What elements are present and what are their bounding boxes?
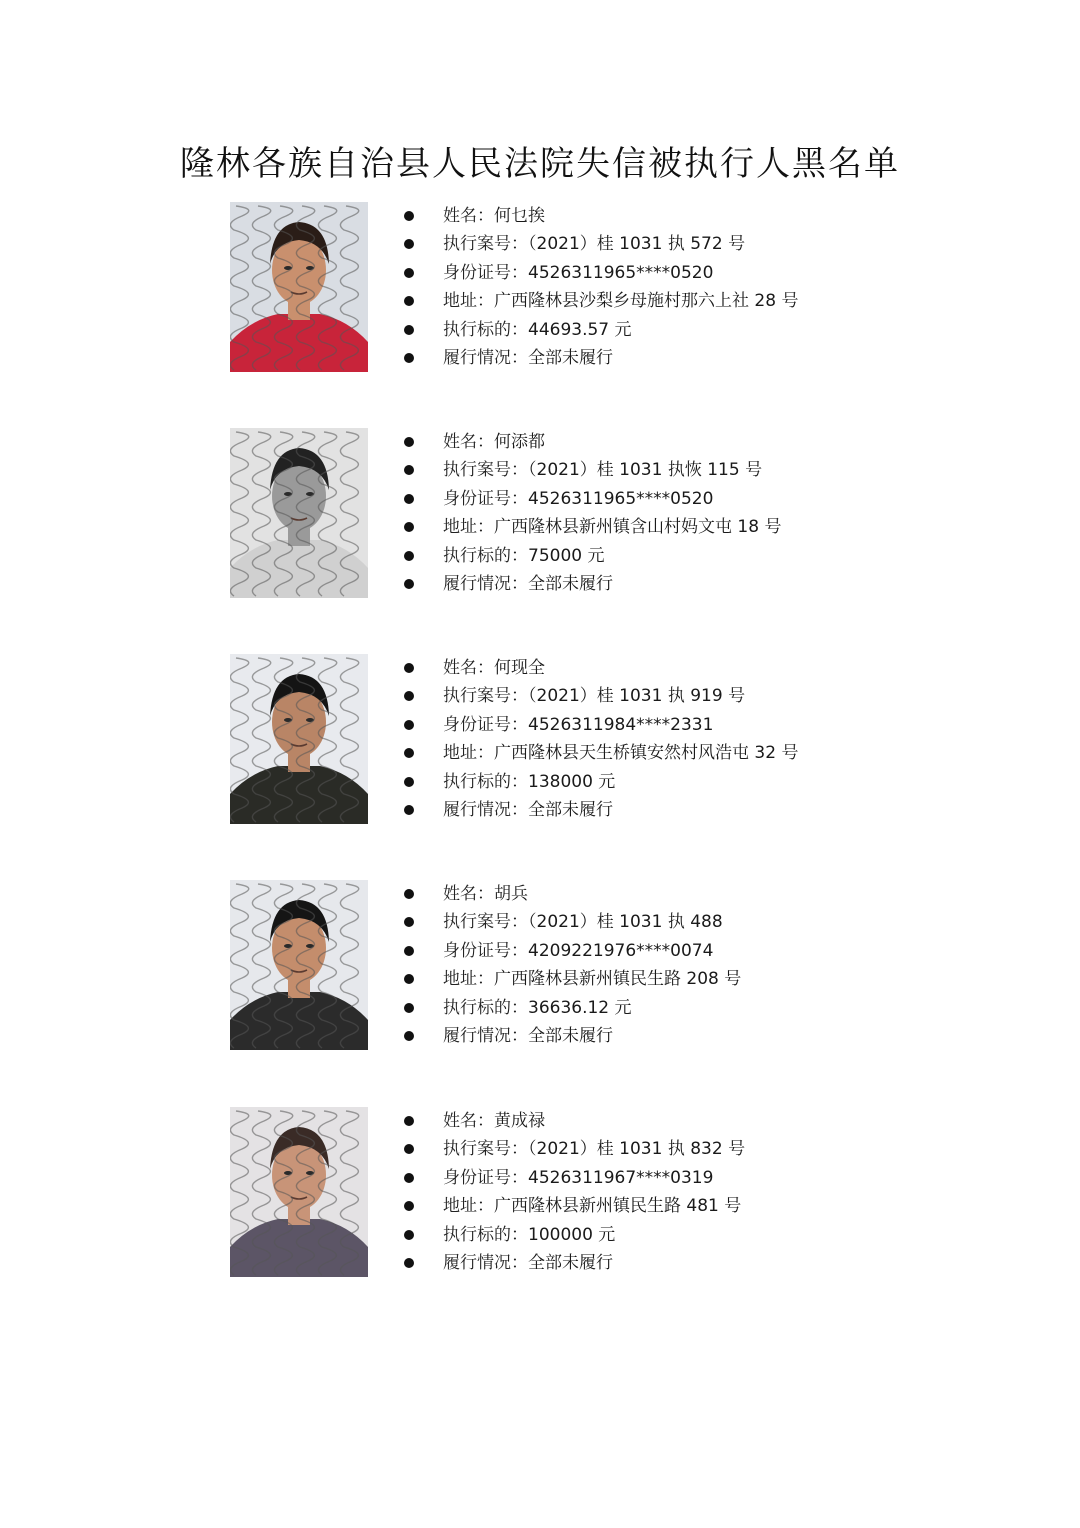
amount-label: 执行标的： [443,997,528,1018]
id-no-label: 身份证号： [443,1167,528,1188]
bullet-icon [404,211,414,221]
bullet-icon [404,889,414,899]
name-value: 何添都 [494,432,545,452]
amount-row [404,1221,745,1249]
name-value: 胡兵 [494,884,528,904]
bullet-icon [404,1031,414,1041]
bullet-icon [404,239,414,249]
case-no-row [404,230,798,258]
bullet-icon [404,691,414,701]
address-row [404,965,741,993]
id-no-row [404,711,798,739]
bullet-icon [404,268,414,278]
id-no-value: 4526311984****2331 [528,714,714,735]
bullet-icon [404,522,414,532]
id-no-row [404,937,741,965]
bullet-icon [404,325,414,335]
name-label: 姓名： [443,658,494,678]
person-entry [0,880,1080,1070]
id-no-value: 4209221976****0074 [528,940,714,961]
address-label: 地址： [443,1196,494,1217]
bullet-icon [404,1201,414,1211]
name-value: 何乜挨 [494,206,545,226]
case-no-row [404,908,741,936]
address-row [404,739,798,767]
name-row [404,880,741,908]
status-row [404,570,781,598]
id-no-label: 身份证号： [443,714,528,735]
person-info [404,428,781,598]
case-no-row [404,682,798,710]
address-row [404,513,781,541]
case-no-row [404,456,781,484]
case-no-value: （2021）桂 1031 执 919 号 [528,686,746,707]
person-entry [0,428,1080,618]
name-label: 姓名： [443,432,494,452]
person-photo [230,880,368,1050]
person-entry [0,654,1080,844]
status-value: 全部未履行 [528,1252,613,1273]
status-row [404,1022,741,1050]
status-value: 全部未履行 [528,799,613,820]
case-no-row [404,1135,745,1163]
bullet-icon [404,296,414,306]
name-label: 姓名： [443,206,494,226]
status-label: 履行情况： [443,347,528,368]
id-no-label: 身份证号： [443,262,528,283]
address-value: 广西隆林县新州镇民生路 208 号 [494,969,742,990]
status-row [404,796,798,824]
bullet-icon [404,946,414,956]
case-no-label: 执行案号： [443,912,528,933]
case-no-value: （2021）桂 1031 执 572 号 [528,234,746,255]
amount-value: 75000 元 [528,545,605,566]
name-row [404,654,798,682]
status-row [404,344,798,372]
bullet-icon [404,437,414,447]
name-row [404,428,781,456]
bullet-icon [404,1258,414,1268]
amount-label: 执行标的： [443,1224,528,1245]
bullet-icon [404,720,414,730]
status-value: 全部未履行 [528,1025,613,1046]
person-photo [230,1107,368,1277]
amount-value: 138000 元 [528,771,616,792]
address-label: 地址： [443,291,494,312]
person-info [404,202,798,372]
bullet-icon [404,465,414,475]
person-info [404,1107,745,1277]
name-label: 姓名： [443,884,494,904]
address-label: 地址： [443,969,494,990]
page-title: 隆林各族自治县人民法院失信被执行人黑名单 [180,144,900,184]
amount-row [404,316,798,344]
bullet-icon [404,551,414,561]
case-no-label: 执行案号： [443,234,528,255]
address-value: 广西隆林县沙梨乡母施村那六上社 28 号 [494,291,799,312]
bullet-icon [404,579,414,589]
amount-row [404,768,798,796]
case-no-value: （2021）桂 1031 执恢 115 号 [528,460,763,481]
person-info [404,654,798,824]
name-value: 何现全 [494,658,545,678]
amount-label: 执行标的： [443,771,528,792]
id-no-value: 4526311965****0520 [528,488,714,509]
person-entry [0,1107,1080,1297]
status-label: 履行情况： [443,1025,528,1046]
bullet-icon [404,353,414,363]
amount-label: 执行标的： [443,319,528,340]
status-label: 履行情况： [443,799,528,820]
bullet-icon [404,974,414,984]
case-no-label: 执行案号： [443,1139,528,1160]
address-label: 地址： [443,743,494,764]
address-value: 广西隆林县新州镇民生路 481 号 [494,1196,742,1217]
id-no-row [404,1164,745,1192]
bullet-icon [404,1144,414,1154]
status-row [404,1249,745,1277]
id-no-value: 4526311965****0520 [528,262,714,283]
bullet-icon [404,1116,414,1126]
person-photo [230,428,368,598]
amount-value: 44693.57 元 [528,319,632,340]
id-no-label: 身份证号： [443,940,528,961]
case-no-label: 执行案号： [443,460,528,481]
bullet-icon [404,1003,414,1013]
id-no-value: 4526311967****0319 [528,1167,714,1188]
status-label: 履行情况： [443,1252,528,1273]
name-row [404,1107,745,1135]
person-photo [230,654,368,824]
id-no-row [404,259,798,287]
person-entry [0,202,1080,392]
amount-row [404,994,741,1022]
id-no-label: 身份证号： [443,488,528,509]
address-row [404,287,798,315]
status-value: 全部未履行 [528,573,613,594]
name-row [404,202,798,230]
bullet-icon [404,777,414,787]
bullet-icon [404,748,414,758]
bullet-icon [404,917,414,927]
bullet-icon [404,663,414,673]
bullet-icon [404,1173,414,1183]
case-no-label: 执行案号： [443,686,528,707]
status-label: 履行情况： [443,573,528,594]
address-value: 广西隆林县天生桥镇安然村风浩屯 32 号 [494,743,799,764]
case-no-value: （2021）桂 1031 执 488 [528,912,723,933]
person-photo [230,202,368,372]
id-no-row [404,485,781,513]
status-value: 全部未履行 [528,347,613,368]
amount-value: 100000 元 [528,1224,616,1245]
bullet-icon [404,494,414,504]
bullet-icon [404,1230,414,1240]
case-no-value: （2021）桂 1031 执 832 号 [528,1139,746,1160]
amount-row [404,542,781,570]
amount-label: 执行标的： [443,545,528,566]
bullet-icon [404,805,414,815]
name-value: 黄成禄 [494,1111,545,1131]
person-info [404,880,741,1050]
address-label: 地址： [443,517,494,538]
name-label: 姓名： [443,1111,494,1131]
amount-value: 36636.12 元 [528,997,632,1018]
address-row [404,1192,745,1220]
address-value: 广西隆林县新州镇含山村妈文屯 18 号 [494,517,782,538]
